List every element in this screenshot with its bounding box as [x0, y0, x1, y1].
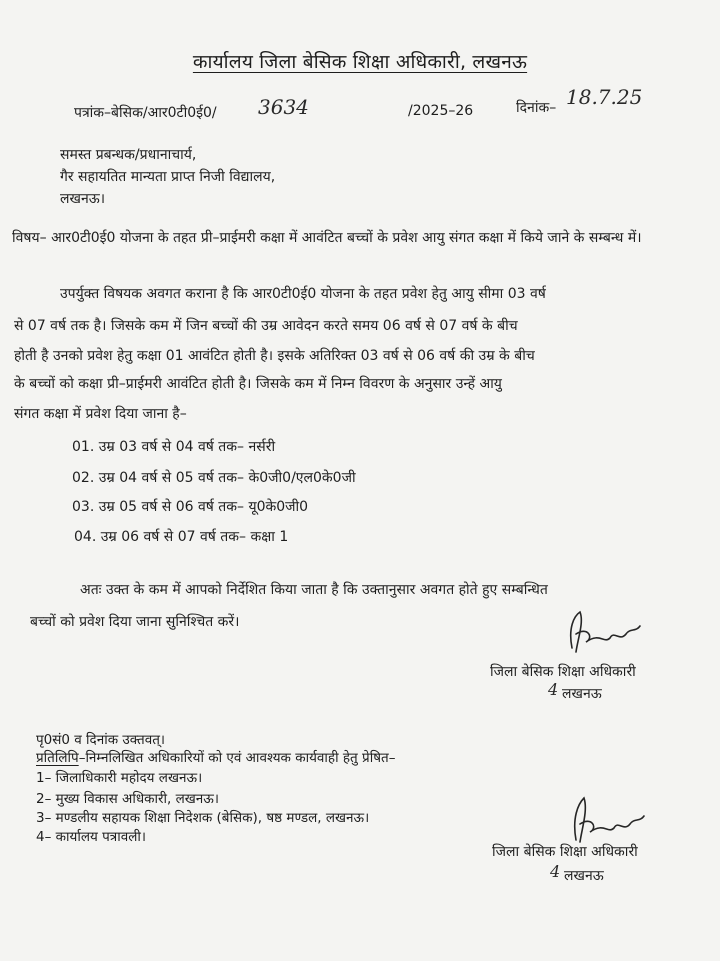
signature-2-place: लखनऊ [564, 868, 604, 884]
copy-ref-line: पृ0सं0 व दिनांक उक्तवत्। [36, 732, 166, 748]
list-item: 01. उम्र 03 वर्ष से 04 वर्ष तक– नर्सरी [72, 439, 276, 455]
list-item: 02. उम्र 04 वर्ष से 05 वर्ष तक– के0जी0/एल0के0जी [72, 470, 356, 486]
copy-item: 2– मुख्य विकास अधिकारी, लखनऊ। [36, 791, 219, 807]
subject: विषय– आर0टी0ई0 योजना के तहत प्री–प्राईमरी कक्षा में आवंटित बच्चों के प्रवेश आयु संगत कक्षा में किये जाने के सम्बन्ध में। [12, 230, 642, 246]
signature-1-numeral: 4 [548, 680, 559, 699]
addressee-line: गैर सहायतित मान्यता प्राप्त निजी विद्यालय, [60, 169, 276, 185]
addressee-line: लखनऊ। [60, 191, 106, 207]
closing-line: बच्चों को प्रवेश दिया जाना सुनिश्चित करें। [30, 614, 240, 630]
signature-1-place: लखनऊ [562, 686, 602, 702]
date-label: दिनांक– [516, 100, 557, 116]
copy-item: 1– जिलाधिकारी महोदय लखनऊ। [36, 770, 203, 786]
body-line: उपर्युक्त विषयक अवगत कराना है कि आर0टी0ई0 योजना के तहत प्रवेश हेतु आयु सीमा 03 वर्ष [60, 286, 546, 302]
closing-line: अतः उक्त के कम में आपको निर्देशित किया जाता है कि उक्तानुसार अवगत होते हुए सम्बन्धित [80, 582, 548, 598]
signature-2-scribble [562, 796, 652, 846]
copy-heading: प्रतिलिपि [36, 750, 79, 766]
body-line: के बच्चों को कक्षा प्री–प्राईमरी आवंटित होती है। जिसके कम में निम्न विवरण के अनुसार उन्हें आयु [14, 376, 502, 392]
signature-1-designation: जिला बेसिक शिक्षा अधिकारी [490, 664, 636, 680]
body-line: होती है उनको प्रवेश हेतु कक्षा 01 आवंटित होती है। इसके अतिरिक्त 03 वर्ष से 06 वर्ष की उम्र के बीच [14, 348, 535, 364]
list-item: 03. उम्र 05 वर्ष से 06 वर्ष तक– यू0के0जी0 [72, 499, 309, 515]
reference-year: /2025–26 [408, 103, 474, 119]
body-line: से 07 वर्ष तक है। जिसके कम में जिन बच्चों की उम्र आवेदन करते समय 06 वर्ष से 07 वर्ष के बीच [14, 318, 518, 334]
list-item: 04. उम्र 06 वर्ष से 07 वर्ष तक– कक्षा 1 [74, 529, 289, 545]
signature-2-numeral: 4 [550, 862, 561, 881]
signature-1-scribble [560, 608, 650, 658]
reference-number: 3634 [258, 95, 309, 119]
signature-2-designation: जिला बेसिक शिक्षा अधिकारी [492, 844, 638, 860]
copy-item: 4– कार्यालय पत्रावली। [36, 829, 146, 845]
body-line: संगत कक्षा में प्रवेश दिया जाना है– [14, 406, 187, 422]
date-value: 18.7.25 [566, 85, 643, 109]
copy-heading-row [36, 748, 395, 768]
copy-heading-rest: –निम्नलिखित अधिकारियों को एवं आवश्यक कार्यवाही हेतु प्रेषित– [78, 750, 396, 766]
addressee-line: समस्त प्रबन्धक/प्रधानाचार्य, [60, 147, 197, 163]
copy-item: 3– मण्डलीय सहायक शिक्षा निदेशक (बेसिक), षष्ठ मण्डल, लखनऊ। [36, 810, 370, 826]
reference-prefix: पत्रांक–बेसिक/आर0टी0ई0/ [74, 105, 217, 121]
office-title: कार्यालय जिला बेसिक शिक्षा अधिकारी, लखनऊ [192, 51, 528, 73]
